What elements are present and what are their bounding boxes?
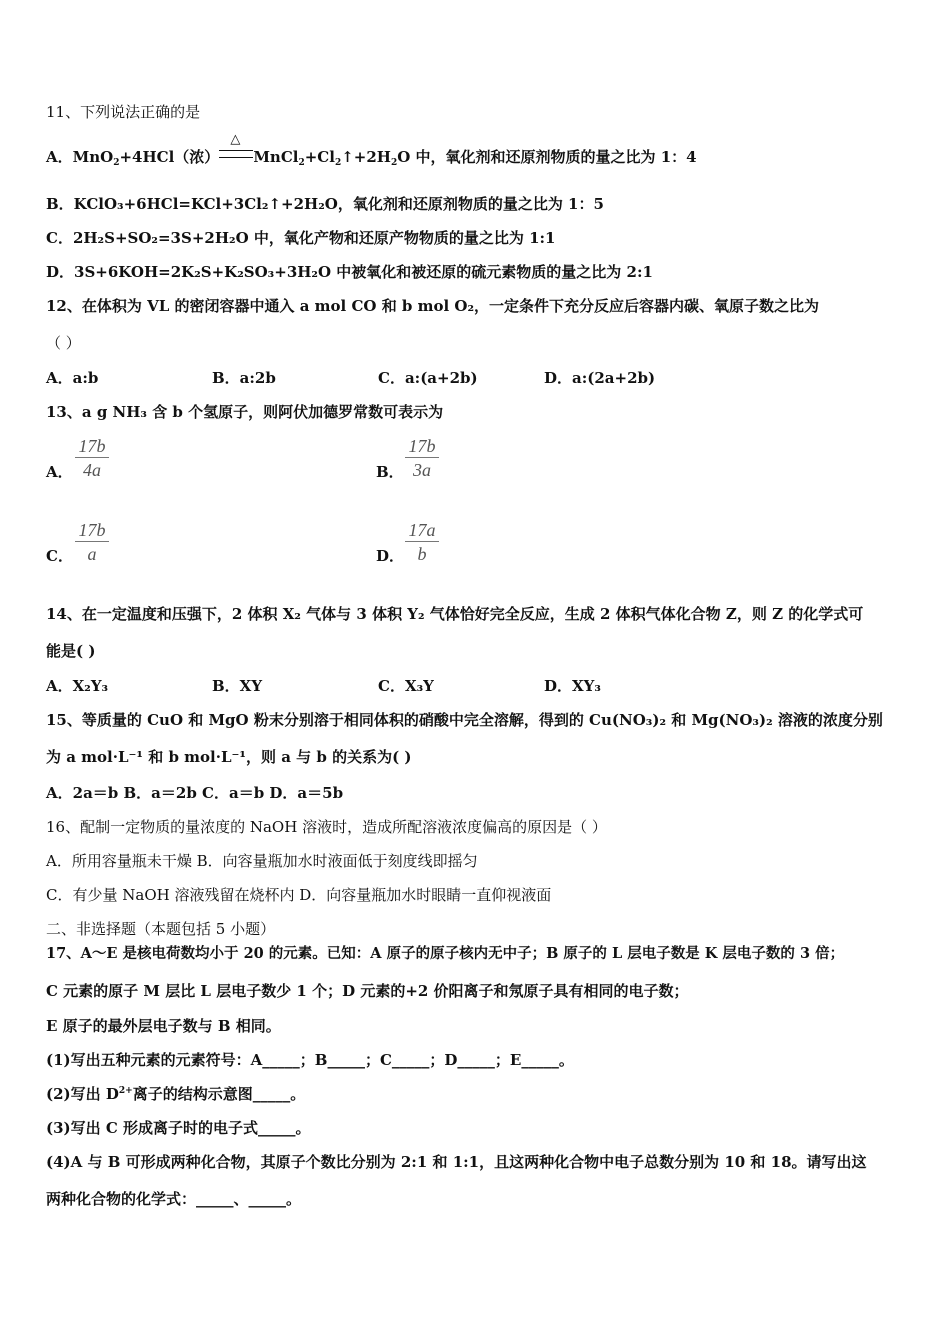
heat-triangle-icon: △ [230, 132, 241, 147]
q17-part1: (1)写出五种元素的元素符号：A_____；B_____；C_____；D_____；E_____。 [46, 1051, 574, 1069]
q15-stem-cont: 为 a mol·L⁻¹ 和 b mol·L⁻¹，则 a 与 b 的关系为( ) [46, 748, 412, 766]
q17-stem-line2: C 元素的原子 M 层比 L 层电子数少 1 个；D 元素的+2 价阳离子和氖原子具有相同的电子数； [46, 982, 689, 1000]
q11-stem: 11、下列说法正确的是 [46, 103, 201, 121]
q13-fraction-a: $\frac{17b}{4a}$ [75, 435, 109, 480]
q14-stem: 14、在一定温度和压强下，2 体积 X₂ 气体与 3 体积 Y₂ 气体恰好完全反应，生成 2 体积气体化合物 Z，则 Z 的化学式可 [46, 605, 864, 623]
q16-stem: 16、配制一定物质的量浓度的 NaOH 溶液时，造成所配溶液浓度偏高的原因是（ ） [46, 818, 607, 836]
q17-part4: (4)A 与 B 可形成两种化合物，其原子个数比分别为 2:1 和 1:1，且这两种化合物中电子总数分别为 10 和 18。请写出这 [46, 1153, 867, 1171]
q14-option-a: A．X₂Y₃ [46, 677, 109, 695]
q12-options [46, 368, 710, 388]
q13-fraction-b: $\frac{17b}{3a}$ [405, 435, 439, 480]
q17-stem-line1: 17、A～E 是核电荷数均小于 20 的元素。已知：A 原子的原子核内无中子；B 原子的 L 层电子数是 K 层电子数的 3 倍； [46, 945, 845, 962]
q17-part4-cont: 两种化合物的化学式：_____、_____。 [46, 1190, 302, 1208]
q13-label-d: D． [376, 547, 405, 565]
q17-part3: (3)写出 C 形成离子时的电子式_____。 [46, 1119, 311, 1137]
q12-paren: （ ） [46, 334, 81, 352]
q17-part2: (2)写出 $D^{2+}$离子的结构示意图_____。 [46, 1085, 306, 1103]
q11-option-b: B．KClO₃+6HCl=KCl+3Cl₂↑+2H₂O，氧化剂和还原剂物质的量之比为 1：5 [46, 195, 604, 213]
q12-option-b: B．a:2b [212, 369, 276, 387]
q12-option-a: A．a:b [46, 369, 99, 387]
q13-label-c: C． [46, 547, 73, 565]
q13-fraction-c: $\frac{17b}{a}$ [75, 519, 109, 564]
q17-stem-line3: E 原子的最外层电子数与 B 相同。 [46, 1017, 281, 1035]
q12-option-d: D．a:(2a+2b) [544, 369, 656, 387]
q13-label-b: B． [376, 463, 404, 481]
q12-stem: 12、在体积为 VL 的密闭容器中通入 a mol CO 和 b mol O₂，一定条件下充分反应后容器内碳、氧原子数之比为 [46, 297, 820, 315]
q11-option-a: A．MnO$_2$+4HCl（浓） △ $MnCl_2+Cl_2↑+2H_2O$ 中，氧化剂和还原剂物质的量之比为 1：4 [46, 132, 697, 168]
q13-label-a: A． [46, 463, 73, 481]
q14-options [46, 676, 710, 696]
q11-option-d: D．3S+6KOH=2K₂S+K₂SO₃+3H₂O 中被氧化和被还原的硫元素物质的量之比为 2:1 [46, 263, 653, 281]
q14-stem-cont: 能是( ) [46, 642, 96, 660]
q14-option-c: C．X₃Y [378, 677, 434, 695]
q13-stem: 13、a g NH₃ 含 b 个氢原子，则阿伏加德罗常数可表示为 [46, 403, 444, 421]
q12-option-c: C．a:(a+2b) [378, 369, 478, 387]
q14-option-b: B．XY [212, 677, 263, 695]
q15-stem: 15、等质量的 CuO 和 MgO 粉末分别溶于相同体积的硝酸中完全溶解，得到的 Cu(NO₃)₂ 和 Mg(NO₃)₂ 溶液的浓度分别 [46, 711, 883, 729]
heat-condition-mark [219, 132, 253, 167]
q14-option-d: D．XY₃ [544, 677, 601, 695]
q15-options: A．2a＝b B．a＝2b C．a＝b D．a＝5b [46, 784, 344, 802]
section-heading: 二、非选择题（本题包括 5 小题） [46, 920, 276, 938]
q16-options-cd: C．有少量 NaOH 溶液残留在烧杯内 D．向容量瓶加水时眼睛一直仰视液面 [46, 886, 552, 904]
q11-option-c: C．2H₂S+SO₂=3S+2H₂O 中，氧化产物和还原产物物质的量之比为 1:1 [46, 229, 556, 247]
q16-options-ab: A．所用容量瓶未干燥 B．向容量瓶加水时液面低于刻度线即摇匀 [46, 852, 478, 870]
q13-fraction-d: $\frac{17a}{b}$ [405, 519, 439, 564]
